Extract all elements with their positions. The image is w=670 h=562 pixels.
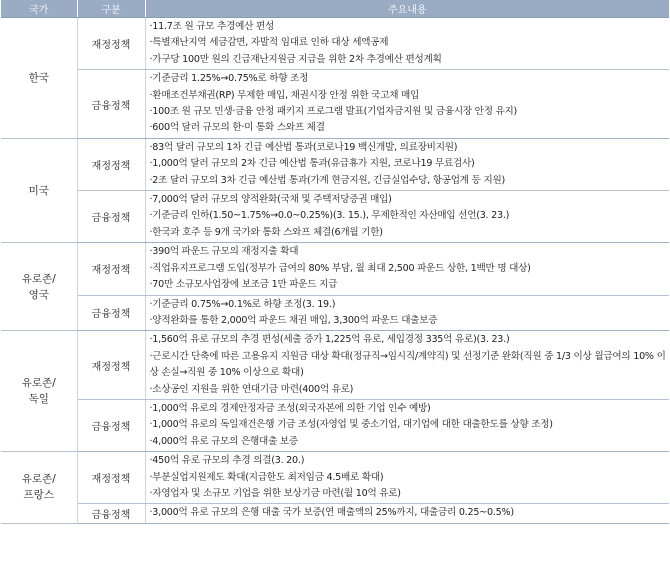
policy-item: ·근로시간 단축에 따른 고용유지 지원금 대상 확대(정규직→임시직/계약직) 및 선정기준 완화(직원 중 1/3 이상 월급여의 10% 이상 손실→직원 중 10% 이상으로 확대): [149, 350, 666, 379]
country-cell-france: 유로존/ 프랑스: [1, 452, 77, 524]
header-country: 국가: [1, 0, 77, 18]
policy-item: ·7,000억 달러 규모의 양적완화(국채 및 주택저당증권 매입): [149, 194, 392, 206]
policy-item: ·1,000억 유로의 경제안정자금 조성(외국자본에 의한 기업 인수 예방): [149, 402, 431, 414]
table-row: [1, 504, 669, 523]
policy-item: ·기준금리 1.25%→0.75%로 하향 조정: [149, 73, 309, 85]
table-row: [1, 191, 669, 243]
table-row: [1, 295, 669, 331]
policy-item: ·70만 소규모사업장에 보조금 1만 파운드 지급: [149, 279, 338, 291]
country-cell-germany: 유로존/ 독일: [1, 331, 77, 452]
policy-type-fiscal: 재정정책: [77, 243, 145, 295]
policy-type-monetary: 금융정책: [77, 504, 145, 523]
policy-item: ·자영업자 및 소규모 기업을 위한 보상기금 마련(월 10억 유로): [149, 487, 401, 499]
policy-item: ·100조 원 규모 민생·금융 안정 패키지 프로그램 발표(기업자금지원 및 금융시장 안정 유지): [149, 106, 518, 118]
policy-item: ·600억 달러 규모의 한·미 통화 스와프 체결: [149, 122, 325, 134]
country-cell-korea: 한국: [1, 18, 77, 139]
policy-type-monetary: 금융정책: [77, 295, 145, 331]
policy-content: [145, 18, 669, 70]
header-content: 주요내용: [145, 0, 669, 18]
policy-item: ·기준금리 0.75%→0.1%로 하향 조정(3. 19.): [149, 298, 336, 310]
policy-type-monetary: 금융정책: [77, 399, 145, 451]
policy-item: ·한국과 호주 등 9개 국가와 통화 스와프 체결(6개월 기한): [149, 226, 383, 238]
policy-item: ·1,000억 유로의 독일재건은행 기금 조성(자영업 및 중소기업, 대기업에 대한 대출한도를 상향 조정): [149, 419, 553, 431]
policy-content: [145, 399, 669, 451]
policy-item: ·83억 달러 규모의 1차 긴급 예산법 통과(코로나19 백신개발, 의료장비지원): [149, 141, 458, 153]
table-row: [1, 452, 669, 504]
policy-item: ·2조 달러 규모의 3차 긴급 예산법 통과(가계 현금지원, 긴급실업수당, 항공업계 등 지원): [149, 174, 505, 186]
table-row: [1, 399, 669, 451]
policy-content: [145, 331, 669, 400]
policy-content: [145, 452, 669, 504]
policy-item: ·환매조건부채권(RP) 무제한 매입, 채권시장 안정 위한 국고채 매입: [149, 89, 420, 101]
policy-type-monetary: 금융정책: [77, 70, 145, 139]
policy-item: ·특별재난지역 세금감면, 자발적 임대료 인하 대상 세액공제: [149, 37, 389, 49]
policy-item: ·11.7조 원 규모 추경예산 편성: [149, 21, 275, 32]
policy-type-fiscal: 재정정책: [77, 331, 145, 400]
policy-type-fiscal: 재정정책: [77, 18, 145, 70]
country-cell-uk: 유로존/ 영국: [1, 243, 77, 331]
policy-content: [145, 138, 669, 190]
policy-item: ·소상공인 지원을 위한 연대기금 마련(400억 유로): [149, 383, 354, 395]
policy-type-fiscal: 재정정책: [77, 138, 145, 190]
policy-content: [145, 70, 669, 139]
table-row: [1, 70, 669, 139]
table-header-row: [1, 0, 669, 18]
policy-item: ·4,000억 유로 규모의 은행대출 보증: [149, 435, 298, 447]
policy-type-fiscal: 재정정책: [77, 452, 145, 504]
policy-item: ·양적완화를 통한 2,000억 파운드 채권 매입, 3,300억 파운드 대출보증: [149, 314, 438, 326]
policy-content: [145, 243, 669, 295]
policy-item: ·3,000억 유로 규모의 은행 대출 국가 보증(연 매출액의 25%까지, 대출금리 0.25~0.5%): [149, 507, 514, 519]
policy-item: ·1,000억 달러 규모의 2차 긴급 예산법 통과(유급휴가 지원, 코로나19 무료검사): [149, 158, 475, 170]
policy-item: ·부분실업지원제도 확대(지급한도 최저임금 4.5배로 확대): [149, 471, 384, 483]
policy-item: ·가구당 100만 원의 긴급재난지원금 지급을 위한 2차 추경예산 편성계획: [149, 53, 442, 65]
policy-item: ·450억 유로 규모의 추경 의결(3. 20.): [149, 455, 305, 467]
table-row: [1, 331, 669, 400]
policy-type-monetary: 금융정책: [77, 191, 145, 243]
table-row: [1, 18, 669, 70]
policy-item: ·1,560억 유로 규모의 추경 편성(세출 증가 1,225억 유로, 세입경정 335억 유로)(3. 23.): [149, 334, 510, 346]
policy-item: ·기준금리 인하(1.50~1.75%→0.0~0.25%)(3. 15.), 무제한적인 자산매입 선언(3. 23.): [149, 210, 510, 222]
header-type: 구분: [77, 0, 145, 18]
policy-content: [145, 504, 669, 523]
policy-table: [1, 0, 669, 524]
policy-item: ·직업유지프로그램 도입(정부가 급여의 80% 부담, 월 최대 2,500 파운드 상한, 1백만 명 대상): [149, 262, 531, 274]
table-row: [1, 243, 669, 295]
policy-content: [145, 295, 669, 331]
policy-content: [145, 191, 669, 243]
policy-item: ·390억 파운드 규모의 재정지출 확대: [149, 246, 299, 258]
table-row: [1, 138, 669, 190]
country-cell-usa: 미국: [1, 138, 77, 242]
